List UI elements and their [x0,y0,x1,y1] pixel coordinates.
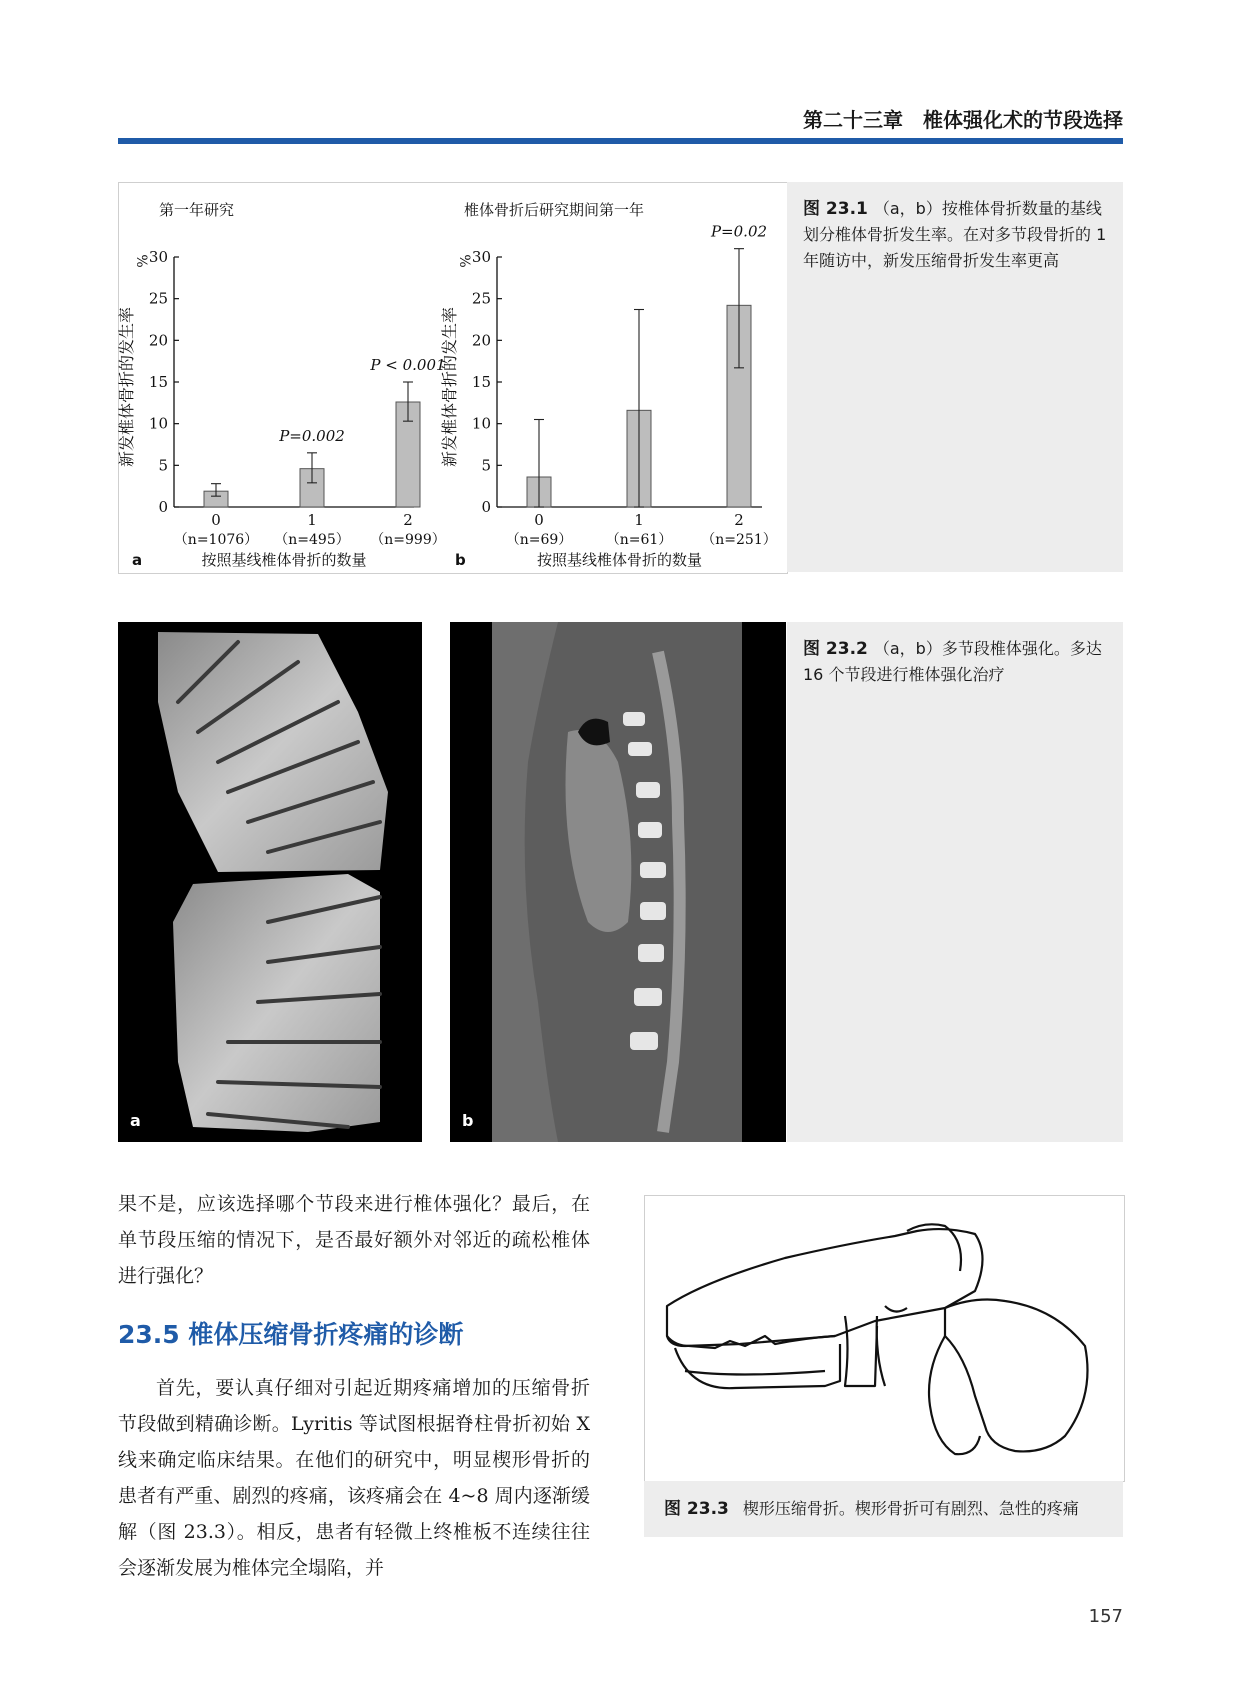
chart-b-category-label: 2 [734,511,744,529]
chart-a-n-label: （n=999） [370,532,446,548]
chart-a-panel-label: a [132,551,143,569]
figure-23-1-caption-panel [787,182,1123,572]
chart-a-yunit: % [133,254,149,268]
figure-23-3-number: 图 23.3 [664,1499,729,1519]
chart-a-p-label: P=0.002 [279,426,345,445]
chart-b-n-label: （n=61） [605,532,673,548]
figure-23-1-number: 图 23.1 [803,199,868,219]
figure-23-1-frame [118,182,788,574]
chart-a-ytick-label: 25 [148,289,168,308]
page-number: 157 [1088,1606,1123,1627]
chart-a-ytick-label: 10 [148,414,168,433]
chart-b-yunit: % [456,254,472,268]
paragraph-continuation: 果不是，应该选择哪个节段来进行椎体强化？最后，在单节段压缩的情况下，是否最好额外对邻近的疏松椎体进行强化？ [118,1193,590,1287]
figure-23-3-caption-panel [644,1481,1123,1537]
figure-23-2-frame [118,622,786,1142]
chart-b-xlabel: 按照基线椎体骨折的数量 [536,551,703,569]
chart-a-p-label: P < 0.001 [370,356,446,374]
chart-b-ytick-label: 5 [481,456,491,475]
figure-23-1-text: （a，b）按椎体骨折数量的基线划分椎体骨折发生率。在对多节段骨折的 1 年随访中，新发压缩骨折发生率更高 [803,199,1107,270]
chart-a-ytick-label: 20 [148,331,168,350]
chart-b-ylabel: 新发椎体骨折的发生率 [440,306,459,468]
chart-a-n-label: （n=1076） [173,532,259,548]
chart-b-ytick-label: 0 [481,498,491,516]
wedge-fracture-drawing [645,1196,1124,1481]
figure-23-1-caption [803,196,1109,274]
chart-a-title: 第一年研究 [159,201,235,219]
chart-a-category-label: 1 [307,511,317,529]
figure-23-2-number: 图 23.2 [803,639,868,659]
chart-a-ytick-label: 0 [158,498,168,516]
chart-a-ytick-label: 5 [158,456,168,475]
section-heading: 23.5 椎体压缩骨折疼痛的诊断 [118,1320,464,1349]
ct-sagittal-image [450,622,786,1142]
figure-23-2-text: （a，b）多节段椎体强化。多达 16 个节段进行椎体强化治疗 [803,639,1102,684]
chart-b-n-label: （n=69） [505,532,573,548]
chart-b-ytick-label: 15 [471,373,491,391]
chart-b-title: 椎体骨折后研究期间第一年 [464,201,645,219]
chart-b-ytick-label: 25 [471,289,491,308]
figure-23-2-caption-panel [787,622,1123,1142]
chart-b-n-label: （n=251） [701,532,777,548]
chart-a-n-label: （n=495） [274,532,350,548]
figure-23-3-text: 楔形压缩骨折。楔形骨折可有剧烈、急性的疼痛 [742,1499,1079,1518]
chart-b-panel-label: b [455,551,466,569]
chart-b-category-label: 0 [534,511,544,529]
fluoroscopy-image [118,622,422,1142]
figure-23-2-panel-a-label: a [130,1111,141,1130]
chart-b-ytick-label: 10 [471,414,491,433]
chart-a-category-label: 2 [403,511,413,529]
chart-a-ytick-label: 30 [148,248,168,266]
chart-b-p-label: P=0.02 [710,222,768,241]
chart-a-ylabel: 新发椎体骨折的发生率 [117,306,136,468]
figure-23-1-charts [119,183,787,573]
chart-a-ytick-label: 15 [148,373,168,391]
figure-23-2-caption [803,636,1109,688]
chart-b-ytick-label: 30 [471,248,491,266]
chart-a-xlabel: 按照基线椎体骨折的数量 [201,551,367,569]
paragraph-main: 首先，要认真仔细对引起近期疼痛增加的压缩骨折节段做到精确诊断。Lyritis 等试图根据脊柱骨折初始 X 线来确定临床结果。在他们的研究中，明显楔形骨折的患者有严重、剧烈的疼痛，该疼痛会在 4~8 周内逐渐缓解（图 23.3）。相反，患者有轻微上终椎板不连续往往会逐渐发展为椎体完全塌陷，并 [118,1377,590,1579]
running-head: 第二十三章 椎体强化术的节段选择 [803,108,1123,132]
figure-23-3-frame [644,1195,1125,1482]
chart-a-category-label: 0 [211,511,221,529]
figure-23-3-caption [664,1496,1114,1522]
chart-b-category-label: 1 [634,511,644,529]
chart-b-ytick-label: 20 [471,331,491,350]
figure-23-2-panel-b-label: b [462,1111,474,1130]
figure-23-2-images [118,622,786,1142]
header-rule [118,138,1123,144]
